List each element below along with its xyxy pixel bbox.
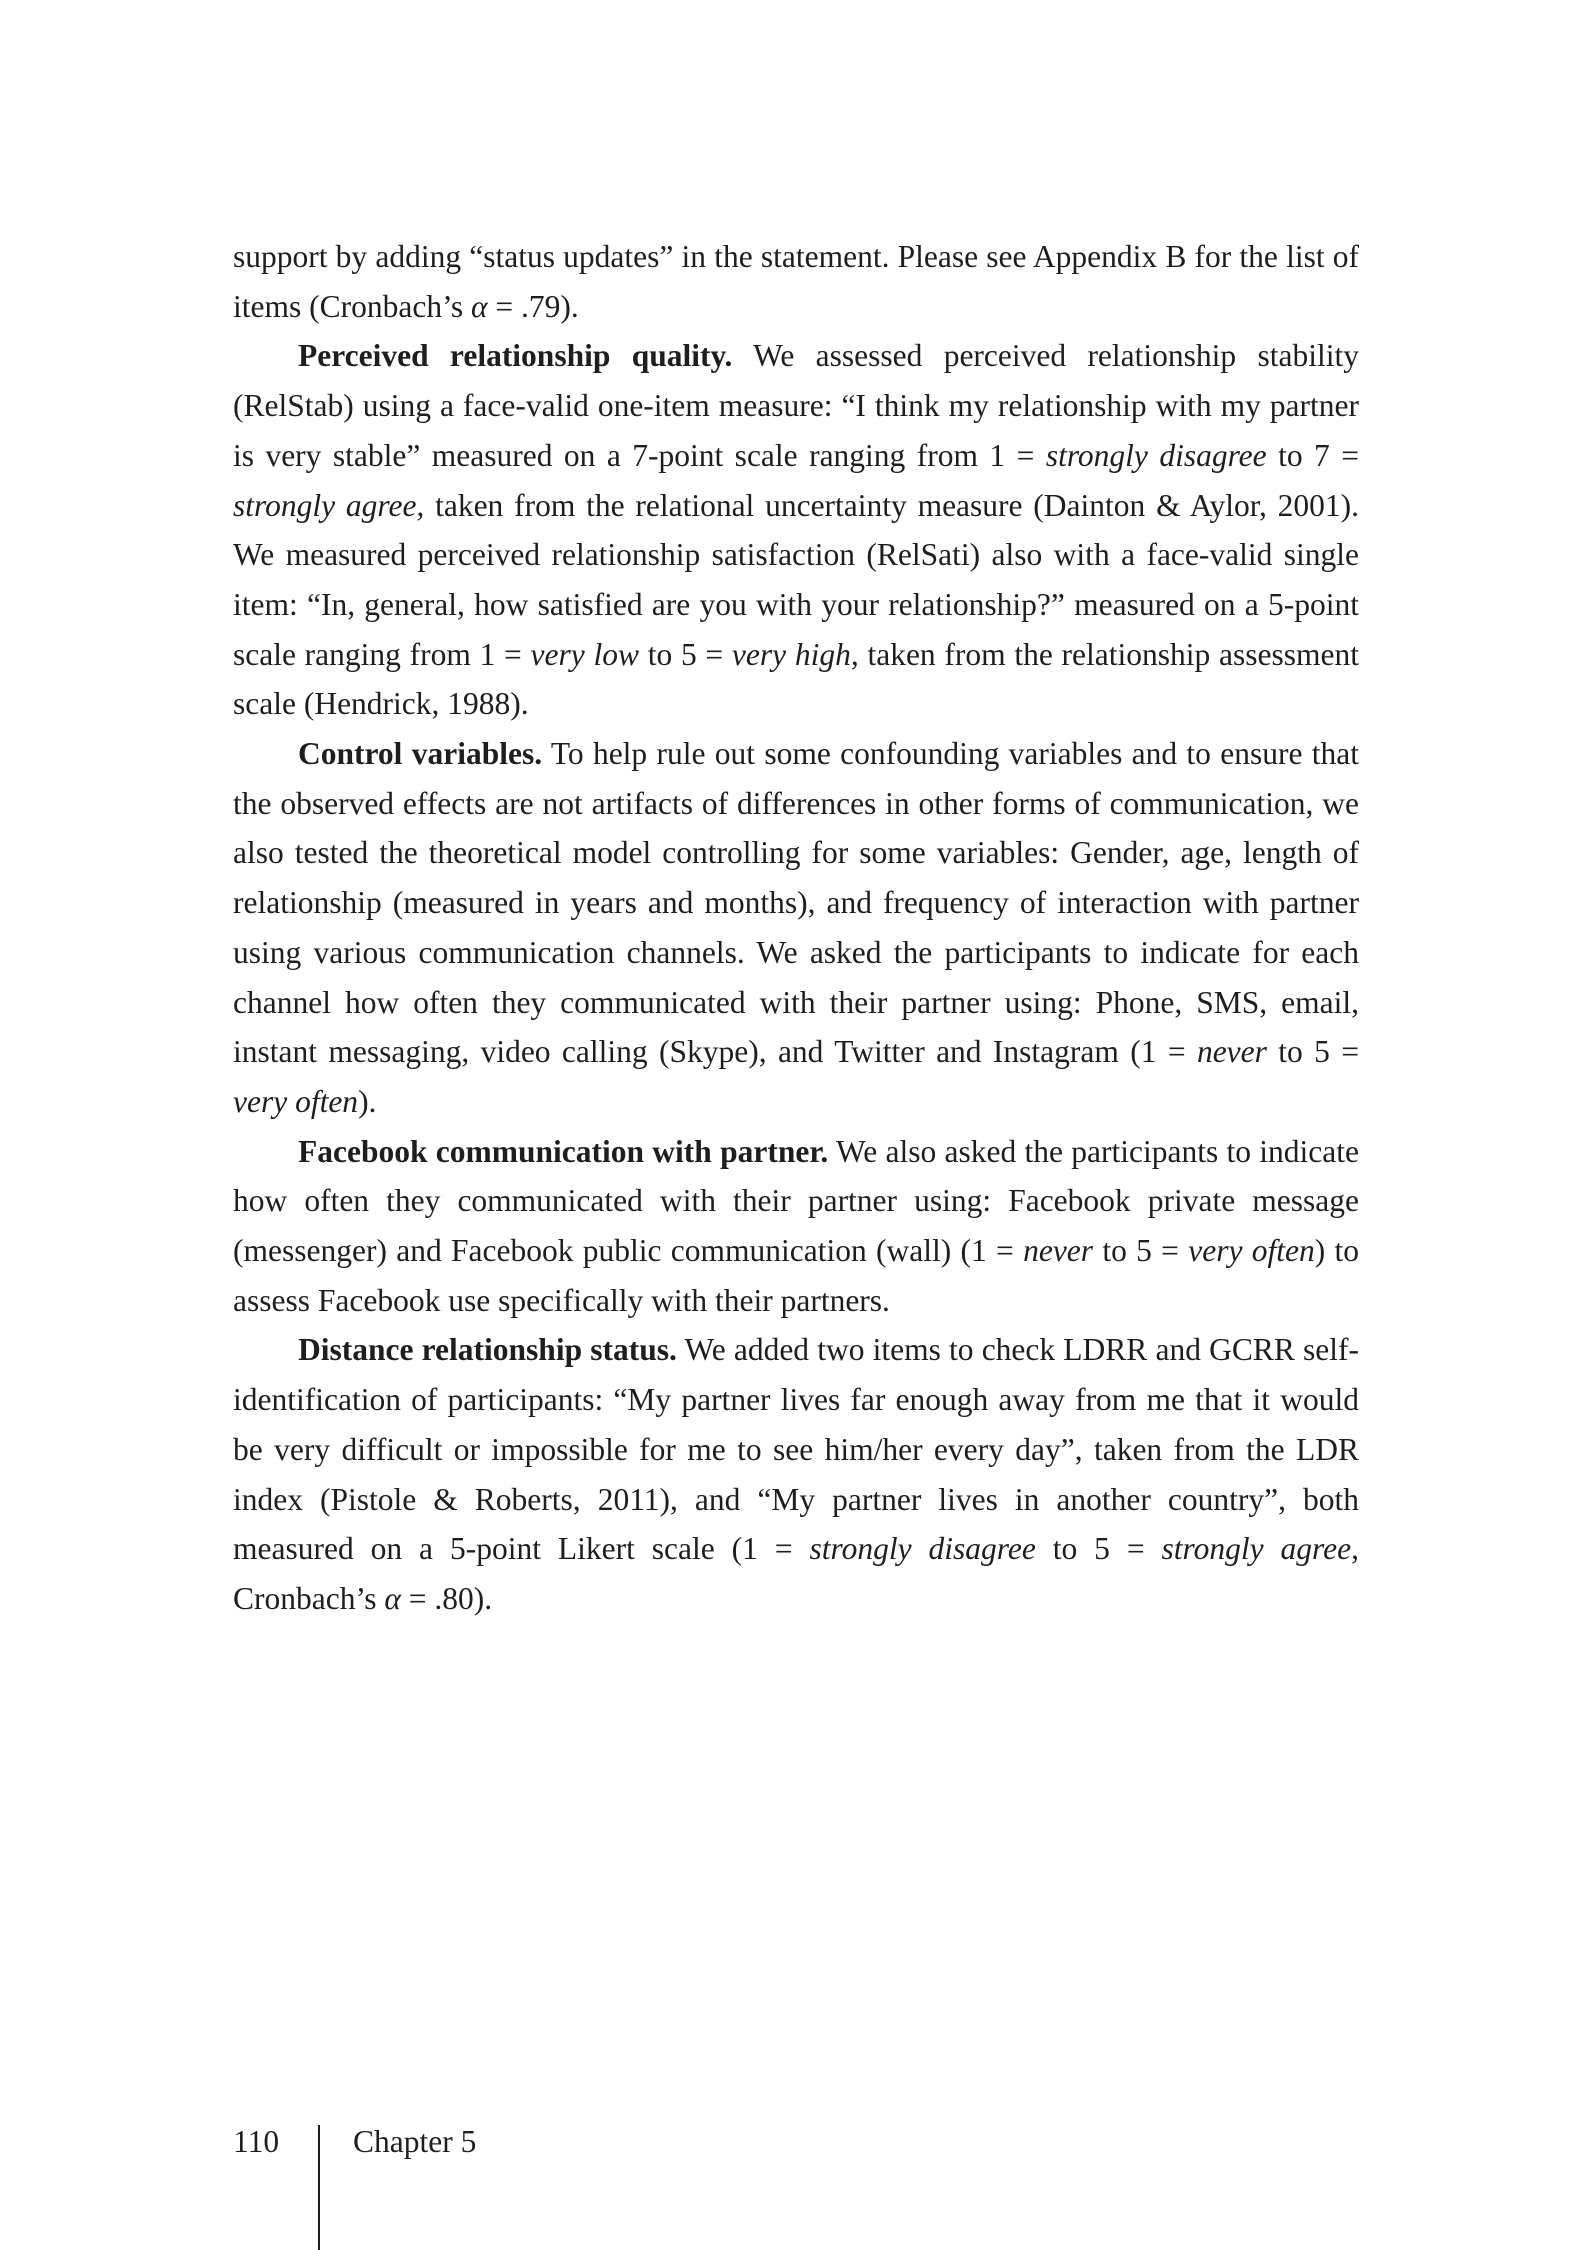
italic-text: very often xyxy=(1188,1233,1315,1269)
page-number: 110 xyxy=(233,2124,280,2159)
italic-text: α xyxy=(470,288,488,324)
running-footer-chapter: Chapter 5 xyxy=(353,2124,477,2159)
italic-text: never xyxy=(1023,1233,1094,1269)
italic-text: very often xyxy=(233,1083,359,1119)
paragraph-heading: Facebook communication with partner. xyxy=(298,1133,829,1169)
italic-text: strongly disagree xyxy=(1045,437,1267,473)
text-run: to 5 = xyxy=(639,636,732,672)
text-run: , Cronbach’s xyxy=(233,1531,1359,1616)
paragraph-control-variables xyxy=(233,729,1359,1127)
italic-text: strongly agree xyxy=(1161,1531,1352,1567)
paragraph-heading: Control variables. xyxy=(298,736,543,772)
text-run: We also asked the participants to indicate how often they communicated with their partner using: Facebook private message (messenger) and Facebook public communication (wall) (1 = xyxy=(233,1133,1359,1269)
text-run: taken from the relational uncertainty measure (Dainton & Aylor, 2001). We measured perceived relationship satisfaction (RelSati) also with a face-valid single item: “In, general, how satisfied are you with your relationship?” measured on a 5-point scale ranging from 1 = xyxy=(233,487,1359,672)
paragraph-distance-relationship-status xyxy=(233,1325,1359,1623)
text-run: taken from the relationship assessment scale (Hendrick, 1988). xyxy=(233,636,1359,722)
paragraph-continuation xyxy=(233,232,1359,331)
text-run: ). xyxy=(358,1083,377,1119)
paragraph-heading: Perceived relationship quality. xyxy=(298,338,733,374)
italic-text: very low xyxy=(530,636,639,672)
text-run: We assessed perceived relationship stability (RelStab) using a face-valid one-item measure: “I think my relationship with my partner is very stable” measured on a 7-point scale ranging from 1 = xyxy=(233,338,1359,473)
text-run: to 5 = xyxy=(1266,1034,1359,1070)
footer-divider xyxy=(318,2125,320,2250)
text-run: = .80). xyxy=(400,1580,493,1616)
text-run: To help rule out some confounding variables and to ensure that the observed effects are not artifacts of differences in other forms of communication, we also tested the theoretical model controlling for some variables: Gender, age, length of relationship (measured in years and months), and frequency of interaction with partner using various communication channels. We asked the participants to indicate for each channel how often they communicated with their partner using: Phone, SMS, email, instant messaging, video calling (Skype), and Twitter and Instagram (1 = xyxy=(233,736,1359,1070)
paragraph-heading: Distance relationship status. xyxy=(298,1332,677,1368)
text-run: to 7 = xyxy=(1266,437,1359,473)
text-run: to 5 = xyxy=(1035,1531,1162,1567)
page-body xyxy=(233,232,1359,1624)
text-run: = .79). xyxy=(487,288,579,324)
text-run: ) to assess Facebook use specifically with their partners. xyxy=(233,1233,1359,1318)
italic-text: strongly agree, xyxy=(233,487,425,523)
italic-text: strongly disagree xyxy=(809,1531,1036,1567)
text-run: We added two items to check LDRR and GCRR self-identification of participants: “My partner lives far enough away from me that it would be very difficult or impossible for me to see him/her every day”, taken from the LDR index (Pistole & Roberts, 2011), and “My partner lives in another country”, both measured on a 5-point Likert scale (1 = xyxy=(233,1332,1360,1567)
italic-text: never xyxy=(1196,1034,1267,1070)
paragraph-facebook-communication xyxy=(233,1127,1359,1326)
italic-text: very high, xyxy=(731,636,859,672)
italic-text: α xyxy=(384,1580,401,1616)
text-run: to 5 = xyxy=(1093,1233,1189,1269)
paragraph-perceived-relationship-quality xyxy=(233,331,1359,729)
text-run: support by adding “status updates” in the statement. Please see Appendix B for the list of items (Cronbach’s xyxy=(233,239,1359,324)
